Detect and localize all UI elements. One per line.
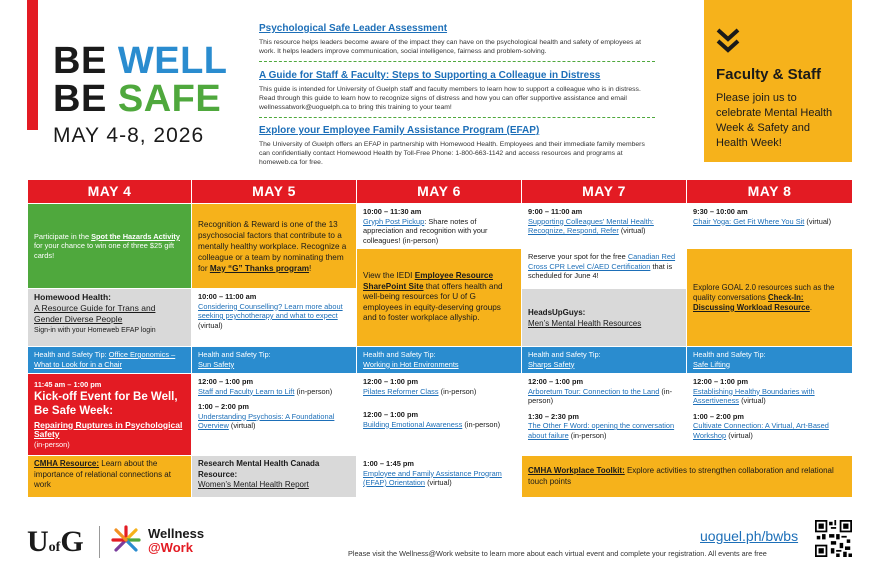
qr-code-icon[interactable] bbox=[815, 520, 852, 557]
event-time: 1:00 – 1:45 pm bbox=[363, 459, 414, 468]
tip-cell: Health and Safety Tip: Safe Lifting bbox=[687, 347, 853, 374]
day-header: MAY 7 bbox=[522, 180, 687, 204]
chair-yoga-link[interactable]: Chair Yoga: Get Fit Where You Sit bbox=[693, 216, 805, 226]
footer-note: Please visit the Wellness@Work website to learn more about each virtual event and complete your registration. All events are free bbox=[348, 549, 767, 558]
faculty-staff-callout bbox=[704, 0, 852, 162]
resource-description: This guide is intended for University of Guelph staff and faculty members to learn how to support a colleague who is in distress. Read through this guide to learn how to recognize signs of distress and how you can offer supportive assistance and email wellnessatwork@uoguelph.ca to bring this training to your team! bbox=[259, 86, 641, 111]
title-be-1: BE bbox=[53, 40, 107, 82]
dashed-divider bbox=[259, 61, 655, 62]
kickoff-event-cell: 11:45 am – 1:00 pm Kick-off Event for Be Well, Be Safe Week: Repairing Ruptures in Psychological Safety (in-person) bbox=[28, 374, 192, 456]
event-time: 1:00 – 2:00 pm bbox=[693, 411, 744, 421]
resource-psych-safe-leader bbox=[259, 23, 655, 62]
arboretum-tour-link[interactable]: Arboretum Tour: Connection to the Land bbox=[528, 386, 660, 396]
resource-efap bbox=[259, 125, 655, 167]
wellness-at-work-logo: Wellness @Work bbox=[148, 526, 205, 555]
tip-link[interactable]: Sharps Safety bbox=[528, 359, 575, 369]
iedi-sharepoint-link[interactable]: Employee Resource SharePoint Site bbox=[363, 271, 494, 291]
cmha-resource-link[interactable]: CMHA Resource: bbox=[34, 459, 100, 468]
homewood-health-cell: Homewood Health: A Resource Guide for Trans and Gender Diverse People Sign-in with your Homeweb EFAP login bbox=[28, 289, 192, 347]
may-g-thanks-link[interactable]: May “G” Thanks program bbox=[209, 263, 310, 273]
schedule-table bbox=[27, 179, 853, 498]
cmha-resource-cell: CMHA Resource: Learn about the importance of relational connections at work bbox=[28, 456, 192, 498]
check-in-workload-link[interactable]: Check-In: Discussing Workload Resource bbox=[693, 292, 810, 312]
resource-title-link[interactable]: Psychological Safe Leader Assessment bbox=[259, 23, 448, 34]
title-be-2: BE bbox=[53, 78, 107, 120]
wellness-burst-icon bbox=[110, 524, 142, 556]
other-f-word-link[interactable]: The Other F Word: opening the conversation about failure bbox=[528, 421, 675, 440]
pilates-link[interactable]: Pilates Reformer Class bbox=[363, 386, 439, 396]
trans-guide-link[interactable]: A Resource Guide for Trans and Gender Diverse People bbox=[34, 303, 156, 324]
counselling-link[interactable]: Considering Counselling? Learn more about seeking psychotherapy and what to expect bbox=[198, 301, 343, 320]
health-safety-tips-row bbox=[28, 347, 853, 374]
cmha-toolkit-cell: CMHA Workplace Toolkit: Explore activities to strengthen collaboration and relational touch points bbox=[522, 456, 853, 498]
cmha-toolkit-link[interactable]: CMHA Workplace Toolkit: bbox=[528, 466, 625, 475]
tip-link[interactable]: Office Ergonomics – What to Look for in a Chair bbox=[34, 350, 176, 369]
cpr-certification-link[interactable]: Canadian Red Cross CPR Level C/AED Certification bbox=[528, 252, 676, 271]
dashed-divider bbox=[259, 117, 655, 118]
title-well: WELL bbox=[117, 40, 228, 82]
chair-yoga-cell: 9:30 – 10:00 am Chair Yoga: Get Fit Where You Sit (virtual) bbox=[687, 204, 853, 249]
event-time: 1:30 – 2:30 pm bbox=[528, 411, 579, 421]
considering-counselling-cell: 10:00 – 11:00 am Considering Counselling? Learn more about seeking psychotherapy and what to expect (virtual) bbox=[192, 289, 357, 347]
red-accent-bar bbox=[27, 0, 38, 130]
mens-mental-health-link[interactable]: Men’s Mental Health Resources bbox=[528, 318, 642, 328]
uofg-logo: UofG bbox=[27, 525, 84, 558]
psychosis-link[interactable]: Understanding Psychosis: A Foundational Overview bbox=[198, 411, 335, 430]
callout-body: Please join us to celebrate Mental Health Week & Safety and Health Week! bbox=[716, 92, 833, 149]
title-safe: SAFE bbox=[117, 78, 222, 120]
cultivate-connection-link[interactable]: Cultivate Connection: A Virtual, Art-Based Workshop bbox=[693, 421, 829, 440]
day-header: MAY 8 bbox=[687, 180, 853, 204]
repairing-ruptures-link[interactable]: Repairing Ruptures in Psychological Safety bbox=[34, 419, 183, 439]
event-time: 11:45 am – 1:00 pm bbox=[34, 380, 102, 389]
logo-divider bbox=[99, 526, 100, 558]
cpr-certification-cell: Reserve your spot for the free Canadian Red Cross CPR Level C/AED Certification that is scheduled for June 4! bbox=[522, 249, 687, 289]
may5-afternoon-cell: 12:00 – 1:00 pm Staff and Faculty Learn to Lift (in-person) 1:00 – 2:00 pm Understanding Psychosis: A Foundational Overview (virtual) bbox=[192, 374, 357, 456]
day-header: MAY 5 bbox=[192, 180, 357, 204]
efap-orientation-cell: 1:00 – 1:45 pm Employee and Family Assistance Program (EFAP) Orientation (virtual) bbox=[357, 456, 522, 498]
may7-afternoon-cell: 12:00 – 1:00 pm Arboretum Tour: Connection to the Land (in-person) 1:30 – 2:30 pm The Other F Word: opening the conversation about failure (in-person) bbox=[522, 374, 687, 456]
resource-title-link[interactable]: Explore your Employee Family Assistance Program (EFAP) bbox=[259, 125, 540, 136]
tip-link[interactable]: Sun Safety bbox=[198, 359, 235, 369]
research-mental-health-cell: Research Mental Health Canada Resource: Women’s Mental Health Report bbox=[192, 456, 357, 498]
day-header: MAY 6 bbox=[357, 180, 522, 204]
day-header: MAY 4 bbox=[28, 180, 192, 204]
goal-resources-cell: Explore GOAL 2.0 resources such as the quality conversations Check-In: Discussing Workload Resource. bbox=[687, 249, 853, 347]
resource-colleague-distress bbox=[259, 70, 655, 118]
may6-afternoon-cell: 12:00 – 1:00 pm Pilates Reformer Class (in-person) 12:00 – 1:00 pm Building Emotional Awareness (in-person) bbox=[357, 374, 522, 456]
resource-title-link[interactable]: A Guide for Staff & Faculty: Steps to Supporting a Colleague in Distress bbox=[259, 70, 601, 81]
tip-cell: Health and Safety Tip: Working in Hot Environments bbox=[357, 347, 522, 374]
bwbs-url-link[interactable]: uoguel.ph/bwbs bbox=[700, 528, 799, 544]
day-header-row bbox=[28, 180, 853, 204]
tip-link[interactable]: Working in Hot Environments bbox=[363, 359, 459, 369]
tip-link[interactable]: Safe Lifting bbox=[693, 359, 730, 369]
callout-heading: Faculty & Staff bbox=[716, 66, 822, 83]
event-time: 9:00 – 11:00 am bbox=[528, 207, 583, 216]
event-time: 1:00 – 2:00 pm bbox=[198, 402, 249, 411]
recognition-reward-cell: Recognition & Reward is one of the 13 psychosocial factors that contribute to a mentally healthy workplace. Recognize a colleague or a team by nominating them for May “G” Thanks program! bbox=[192, 204, 357, 289]
womens-mental-health-link[interactable]: Women’s Mental Health Report bbox=[198, 480, 309, 489]
event-time: 12:00 – 1:00 pm bbox=[363, 377, 419, 386]
spot-hazards-link[interactable]: Spot the Hazards Activity bbox=[91, 231, 180, 241]
event-dates: MAY 4-8, 2026 bbox=[53, 124, 205, 147]
spot-the-hazards-cell: Participate in the Spot the Hazards Activity for your chance to win one of three $25 gift cards! bbox=[28, 204, 192, 289]
event-time: 9:30 – 10:00 am bbox=[693, 207, 748, 216]
resource-description: This resource helps leaders become aware of the impact they can have on the psychological health and safety of employees at work. It helps leaders improve communication, social intelligence, fairness and problem-solving. bbox=[259, 39, 641, 55]
learn-to-lift-link[interactable]: Staff and Faculty Learn to Lift bbox=[198, 386, 295, 396]
event-time: 12:00 – 1:00 pm bbox=[363, 410, 419, 419]
may8-afternoon-cell: 12:00 – 1:00 pm Establishing Healthy Boundaries with Assertiveness (virtual) 1:00 – 2:00 pm Cultivate Connection: A Virtual, Art-Based Workshop (virtual) bbox=[687, 374, 853, 456]
tip-cell: Health and Safety Tip: Sharps Safety bbox=[522, 347, 687, 374]
colleague-mental-health-link[interactable]: Supporting Colleagues’ Mental Health: Recognize, Respond, Refer bbox=[528, 216, 654, 235]
gryph-post-cell: 10:00 – 11:30 am Gryph Post Pickup: Share notes of appreciation and recognition with your colleagues! (in-person) bbox=[357, 204, 522, 249]
efap-orientation-link[interactable]: Employee and Family Assistance Program (EFAP) Orientation bbox=[363, 468, 502, 487]
colleague-mental-health-cell: 9:00 – 11:00 am Supporting Colleagues’ Mental Health: Recognize, Respond, Refer (virtual) bbox=[522, 204, 687, 249]
resource-description: The University of Guelph offers an EFAP in partnership with Homewood Health. Employees and their immediate family members can confidentially contact Homewood Health by Toll-Free Phone: 1-800-663-1142 and access resources and programs at homeweb.ca for free. bbox=[259, 141, 645, 166]
chevron-down-icon bbox=[716, 28, 740, 56]
healthy-boundaries-link[interactable]: Establishing Healthy Boundaries with Assertiveness bbox=[693, 386, 815, 405]
event-time: 10:00 – 11:00 am bbox=[198, 292, 257, 301]
event-time: 12:00 – 1:00 pm bbox=[198, 377, 254, 386]
tip-cell: Health and Safety Tip: Office Ergonomics – What to Look for in a Chair bbox=[28, 347, 192, 374]
headsupguys-cell: HeadsUpGuys: Men’s Mental Health Resources bbox=[522, 289, 687, 347]
tip-cell: Health and Safety Tip: Sun Safety bbox=[192, 347, 357, 374]
iedi-sharepoint-cell: View the IEDI Employee Resource SharePoint Site that offers health and well-being resources for U of G employees in equity-deserving groups and to foster workplace allyship. bbox=[357, 249, 522, 347]
event-title bbox=[53, 42, 228, 148]
gryph-post-link[interactable]: Gryph Post Pickup bbox=[363, 216, 425, 226]
event-time: 10:00 – 11:30 am bbox=[363, 207, 422, 216]
event-time: 12:00 – 1:00 pm bbox=[528, 377, 584, 386]
emotional-awareness-link[interactable]: Building Emotional Awareness bbox=[363, 419, 463, 429]
event-time: 12:00 – 1:00 pm bbox=[693, 377, 749, 386]
